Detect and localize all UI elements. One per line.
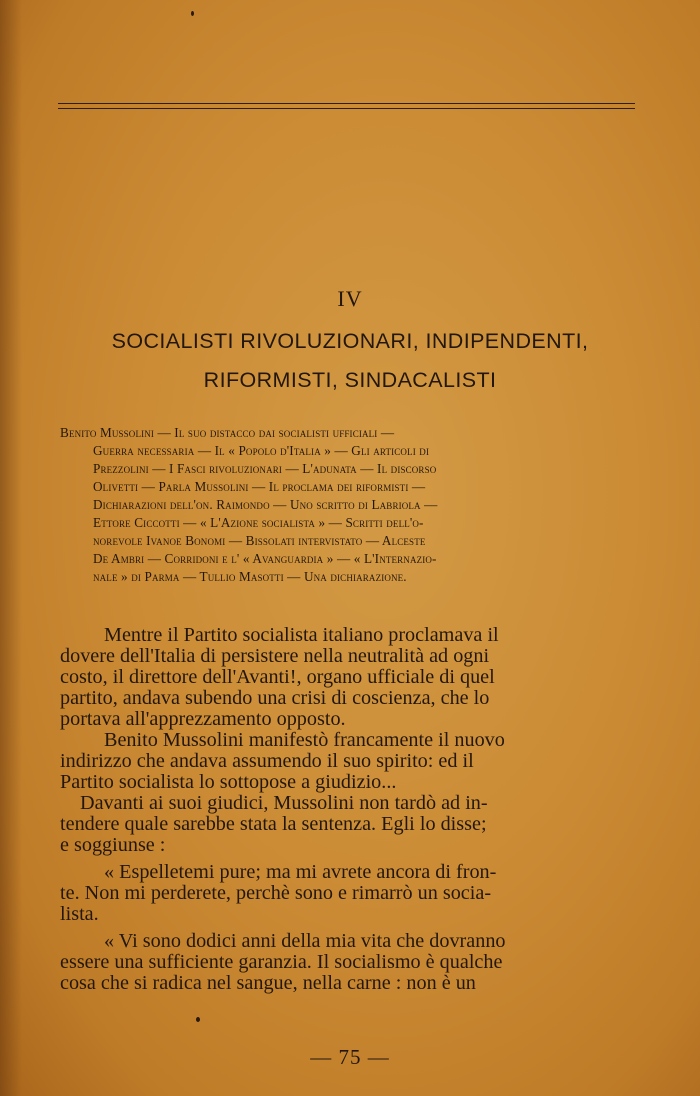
- body-line: tendere quale sarebbe stata la sentenza. Egli lo disse;: [60, 813, 487, 835]
- body-line: Benito Mussolini manifestò francamente il nuovo: [104, 729, 505, 751]
- page-edge-shadow: [0, 0, 22, 1096]
- body-line: partito, andava subendo una crisi di coscienza, che lo: [60, 687, 490, 709]
- summary-line: Guerra necessaria — Il « Popolo d'Italia » — Gli articoli di: [93, 443, 430, 458]
- summary-line: Benito Mussolini — Il suo distacco dai socialisti ufficiali —: [60, 425, 395, 440]
- body-line: « Espelletemi pure; ma mi avrete ancora di fron-: [104, 861, 497, 883]
- summary-line: Dichiarazioni dell'on. Raimondo — Uno scritto di Labriola —: [93, 497, 438, 512]
- body-line: Mentre il Partito socialista italiano proclamava il: [104, 624, 499, 646]
- header-rule: [58, 103, 635, 104]
- body-line: cosa che si radica nel sangue, nella carne : non è un: [60, 972, 476, 994]
- page-number: — 75 —: [310, 1045, 390, 1069]
- body-line: e soggiunse :: [60, 834, 166, 856]
- body-line: te. Non mi perderete, perchè sono e rimarrò un socia-: [60, 882, 492, 904]
- body-line: « Vi sono dodici anni della mia vita che dovranno: [104, 930, 506, 952]
- summary-line: De Ambri — Corridoni e l' « Avanguardia » — « L'Internazio-: [93, 551, 437, 566]
- body-line: lista.: [60, 903, 99, 925]
- body-line: costo, il direttore dell'Avanti!, organo ufficiale di quel: [60, 666, 495, 688]
- summary-line: norevole Ivanoe Bonomi — Bissolati intervistato — Alceste: [93, 533, 426, 548]
- body-line: dovere dell'Italia di persistere nella neutralità ad ogni: [60, 645, 490, 667]
- ink-speck: [191, 11, 194, 16]
- body-line: Davanti ai suoi giudici, Mussolini non tardò ad in-: [80, 792, 488, 814]
- summary-line: Olivetti — Parla Mussolini — Il proclama dei riformisti —: [93, 479, 426, 494]
- summary-line: Ettore Ciccotti — « L'Azione socialista » — Scritti dell'o-: [93, 515, 424, 530]
- body-line: Partito socialista lo sottopose a giudizio...: [60, 771, 397, 793]
- summary-line: Prezzolini — I Fasci rivoluzionari — L'adunata — Il discorso: [93, 461, 437, 476]
- body-line: indirizzo che andava assumendo il suo spirito: ed il: [60, 750, 474, 772]
- chapter-title-line-1: SOCIALISTI RIVOLUZIONARI, INDIPENDENTI,: [111, 329, 589, 353]
- summary-line: nale » di Parma — Tullio Masotti — Una dichiarazione.: [93, 569, 407, 584]
- chapter-title-line-2: RIFORMISTI, SINDACALISTI: [203, 368, 497, 392]
- ink-speck: [196, 1017, 200, 1022]
- header-rule: [58, 108, 635, 109]
- chapter-number: IV: [337, 286, 363, 311]
- body-line: portava all'apprezzamento opposto.: [60, 708, 346, 730]
- body-line: essere una sufficiente garanzia. Il socialismo è qualche: [60, 951, 503, 973]
